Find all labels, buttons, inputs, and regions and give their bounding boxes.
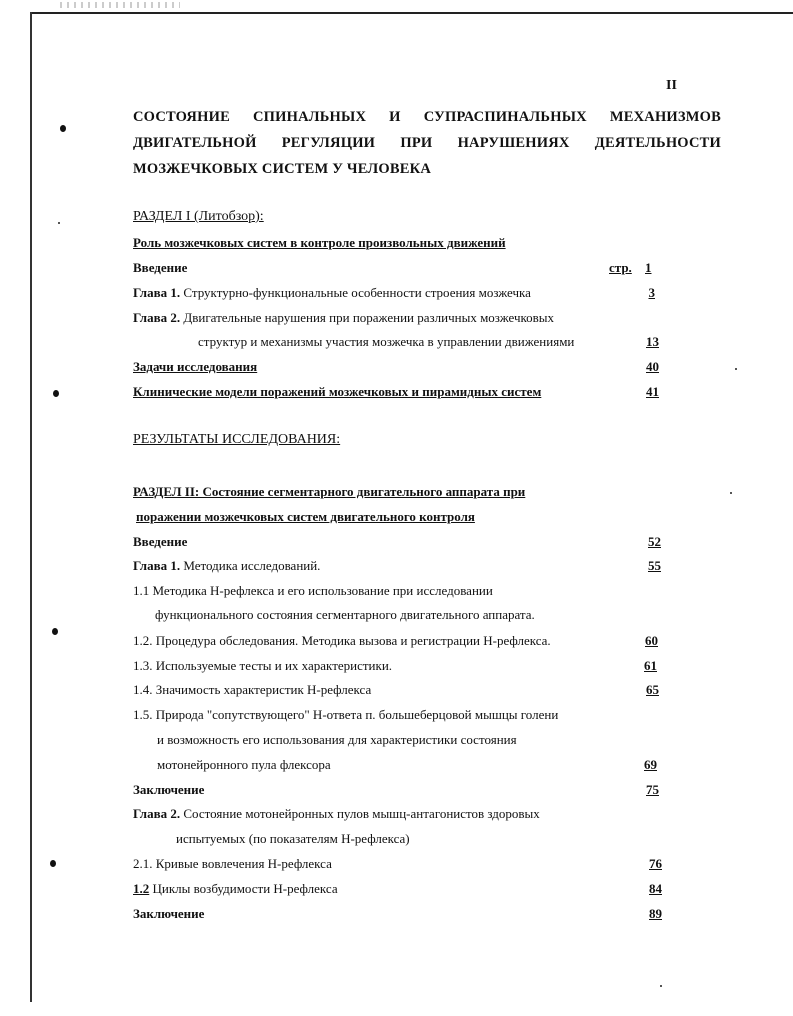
toc-entry-item-continued: мотонейронного пула флексора	[157, 757, 331, 772]
scan-speck	[660, 985, 662, 987]
results-heading: РЕЗУЛЬТАТЫ ИССЛЕДОВАНИЯ:	[133, 432, 341, 447]
toc-page-number: 60	[645, 633, 658, 648]
section-1-subheading: Роль мозжечковых систем в контроле произвольных движений	[133, 235, 506, 250]
toc-entry-item: 1.2. Процедура обследования. Методика вызова и регистрации Н-рефлекса.	[133, 633, 551, 648]
punch-mark	[52, 628, 58, 635]
section-2-heading: РАЗДЕЛ II: Состояние сегментарного двигательного аппарата при	[133, 484, 526, 499]
chapter-title: Двигательные нарушения при поражении различных мозжечковых	[183, 310, 555, 325]
toc-page-number: 13	[646, 334, 659, 349]
item-number: 1.2	[133, 881, 150, 896]
toc-page-number: 3	[648, 285, 655, 300]
chapter-title-continued: структур и механизмы участия мозжечка в управлении движениями	[198, 334, 575, 349]
toc-entry-tasks: Задачи исследования	[133, 359, 258, 374]
toc-entry-item: 2.1. Кривые вовлечения Н-рефлекса	[133, 856, 332, 871]
toc-page-number: 40	[646, 359, 659, 374]
title-line: ДВИГАТЕЛЬНОЙ РЕГУЛЯЦИИ ПРИ НАРУШЕНИЯХ ДЕЯТЕЛЬНОСТИ	[133, 135, 721, 151]
toc-page-number: 1	[645, 260, 652, 275]
section-1-heading: РАЗДЕЛ I (Литобзор):	[133, 209, 264, 224]
toc-page-number: 52	[648, 534, 661, 549]
scan-speck	[735, 368, 737, 370]
toc-page-number: 76	[649, 856, 662, 871]
toc-page-number: 84	[649, 881, 662, 896]
toc-page-number: 65	[646, 682, 659, 697]
chapter-prefix: Глава 1.	[133, 285, 181, 300]
item-title: Циклы возбудимости Н-рефлекса	[152, 881, 338, 896]
chapter-prefix: Глава 2.	[133, 806, 181, 821]
scan-speck	[58, 222, 60, 224]
title-line: МОЗЖЕЧКОВЫХ СИСТЕМ У ЧЕЛОВЕКА	[133, 161, 431, 177]
section-2-heading-continued: поражении мозжечковых систем двигательного контроля	[136, 509, 475, 524]
chapter-title-continued: испытуемых (по показателям Н-рефлекса)	[176, 831, 410, 846]
scan-top-border	[30, 12, 793, 14]
toc-entry-conclusion: Заключение	[133, 906, 205, 921]
toc-page-number: 41	[646, 384, 659, 399]
page-number: II	[666, 78, 677, 93]
toc-entry-intro: Введение	[133, 260, 188, 275]
title-line: СОСТОЯНИЕ СПИНАЛЬНЫХ И СУПРАСПИНАЛЬНЫХ МЕХАНИЗМОВ	[133, 109, 721, 125]
toc-entry-item: 1.4. Значимость характеристик Н-рефлекса	[133, 682, 372, 697]
toc-entry-intro: Введение	[133, 534, 188, 549]
toc-page-number: 55	[648, 558, 661, 573]
toc-entry-item-continued: функционального состояния сегментарного двигательного аппарата.	[155, 607, 535, 622]
toc-entry-item: 1.1 Методика Н-рефлекса и его использование при исследовании	[133, 583, 493, 598]
page-label: стр.	[609, 260, 632, 275]
toc-entry-chapter	[133, 310, 554, 326]
toc-entry-item-continued: и возможность его использования для характеристики состояния	[157, 732, 517, 747]
toc-entry-conclusion: Заключение	[133, 782, 205, 797]
punch-mark	[53, 390, 59, 397]
scan-speck	[730, 492, 732, 494]
toc-entry-item	[133, 881, 338, 897]
toc-page-number: 75	[646, 782, 659, 797]
chapter-title: Состояние мотонейронных пулов мышц-антагонистов здоровых	[183, 806, 540, 821]
toc-page-number: 69	[644, 757, 657, 772]
chapter-title: Методика исследований.	[183, 558, 321, 573]
toc-entry-chapter	[133, 558, 320, 574]
toc-entry-chapter	[133, 285, 531, 301]
toc-page-number: 61	[644, 658, 657, 673]
toc-entry-chapter	[133, 806, 540, 822]
punch-mark	[50, 860, 56, 867]
document-title	[133, 104, 721, 182]
scan-noise	[60, 2, 180, 8]
chapter-prefix: Глава 2.	[133, 310, 181, 325]
chapter-title: Структурно-функциональные особенности строения мозжечка	[183, 285, 531, 300]
punch-mark	[60, 125, 66, 132]
toc-page-number: 89	[649, 906, 662, 921]
chapter-prefix: Глава 1.	[133, 558, 181, 573]
toc-entry-item: 1.5. Природа "сопутствующего" Н-ответа п. большеберцовой мышцы голени	[133, 707, 559, 722]
toc-entry-item: 1.3. Используемые тесты и их характеристики.	[133, 658, 393, 673]
scan-left-border	[30, 12, 32, 1002]
toc-entry-models: Клинические модели поражений мозжечковых и пирамидных систем	[133, 384, 542, 399]
